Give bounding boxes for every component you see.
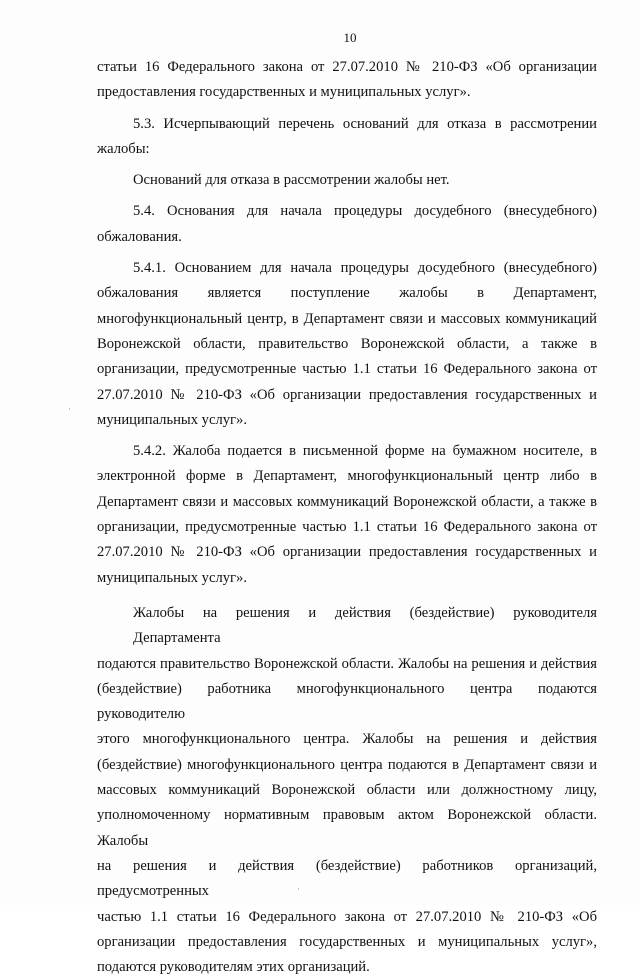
text-line: 5.4.2. Жалоба подается в письменной форме на бумажном носителе, в <box>133 443 597 460</box>
text-line: Воронежской области, правительство Воронежской области, а также в <box>97 335 597 352</box>
page-number: 10 <box>343 30 357 45</box>
paragraph-no-grounds <box>97 168 597 193</box>
paragraph-5-4 <box>97 199 597 250</box>
text-line: частью 1.1 статьи 16 Федерального закона от 27.07.2010 № 210-ФЗ «Об <box>97 908 597 925</box>
text-line: Оснований для отказа в рассмотрении жалобы нет. <box>133 172 450 189</box>
text-line: Жалобы на решения и действия (бездействие) руководителя Департамента <box>133 604 597 647</box>
text-line: обжалования. <box>97 228 182 245</box>
text-line: Департамент связи и массовых коммуникаций Воронежской области, а также в <box>97 493 597 510</box>
paragraph-complaints <box>97 601 597 980</box>
text-line: электронной форме в Департамент, многофункциональный центр либо в <box>97 468 597 485</box>
paragraph-5-3 <box>97 112 597 163</box>
paragraph-5-4-2 <box>97 439 597 591</box>
text-line: на решения и действия (бездействие) работников организаций, предусмотренных <box>97 857 597 900</box>
paragraph-5-4-1 <box>97 256 597 433</box>
text-line: 27.07.2010 № 210-ФЗ «Об организации предоставления государственных и <box>97 386 597 403</box>
text-line: уполномоченному нормативным правовым актом Воронежской области. Жалобы <box>97 807 597 849</box>
text-line: этого многофункционального центра. Жалобы на решения и действия <box>97 731 597 748</box>
text-line: (бездействие) работника многофункционального центра подаются руководителю <box>97 680 597 723</box>
text-line: муниципальных услуг». <box>97 569 247 586</box>
text-line: (бездействие) многофункционального центра подаются в Департамент связи и <box>97 756 597 773</box>
text-line: многофункциональный центр, в Департамент связи и массовых коммуникаций <box>97 310 597 327</box>
text-line: 5.3. Исчерпывающий перечень оснований для отказа в рассмотрении <box>133 115 597 132</box>
text-line: подаются руководителям этих организаций. <box>97 959 370 976</box>
scan-dot-mark: · <box>297 884 300 894</box>
text-line: массовых коммуникаций Воронежской области или должностному лицу, <box>97 782 597 799</box>
text-line: подаются правительство Воронежской области. Жалобы на решения и действия <box>97 655 597 672</box>
text-line: предоставления государственных и муниципальных услуг». <box>97 84 471 101</box>
text-line: организации, предусмотренные частью 1.1 статьи 16 Федерального закона от <box>97 361 597 378</box>
text-line: организации предоставления государственных и муниципальных услуг», <box>97 933 597 950</box>
paragraph-continuation <box>97 55 597 106</box>
scan-dot-mark: · <box>68 404 71 414</box>
text-line: обжалования является поступление жалобы в Департамент, <box>97 285 597 302</box>
text-line: жалобы: <box>97 140 150 157</box>
text-line: организации, предусмотренные частью 1.1 статьи 16 Федерального закона от <box>97 519 597 536</box>
text-line: 27.07.2010 № 210-ФЗ «Об организации предоставления государственных и <box>97 544 597 561</box>
text-line: 5.4. Основания для начала процедуры досудебного (внесудебного) <box>133 203 597 220</box>
text-line: 5.4.1. Основанием для начала процедуры досудебного (внесудебного) <box>133 260 597 277</box>
text-line: статьи 16 Федерального закона от 27.07.2010 № 210-ФЗ «Об организации <box>97 59 597 75</box>
text-line: муниципальных услуг». <box>97 411 247 428</box>
document-body <box>97 55 597 980</box>
